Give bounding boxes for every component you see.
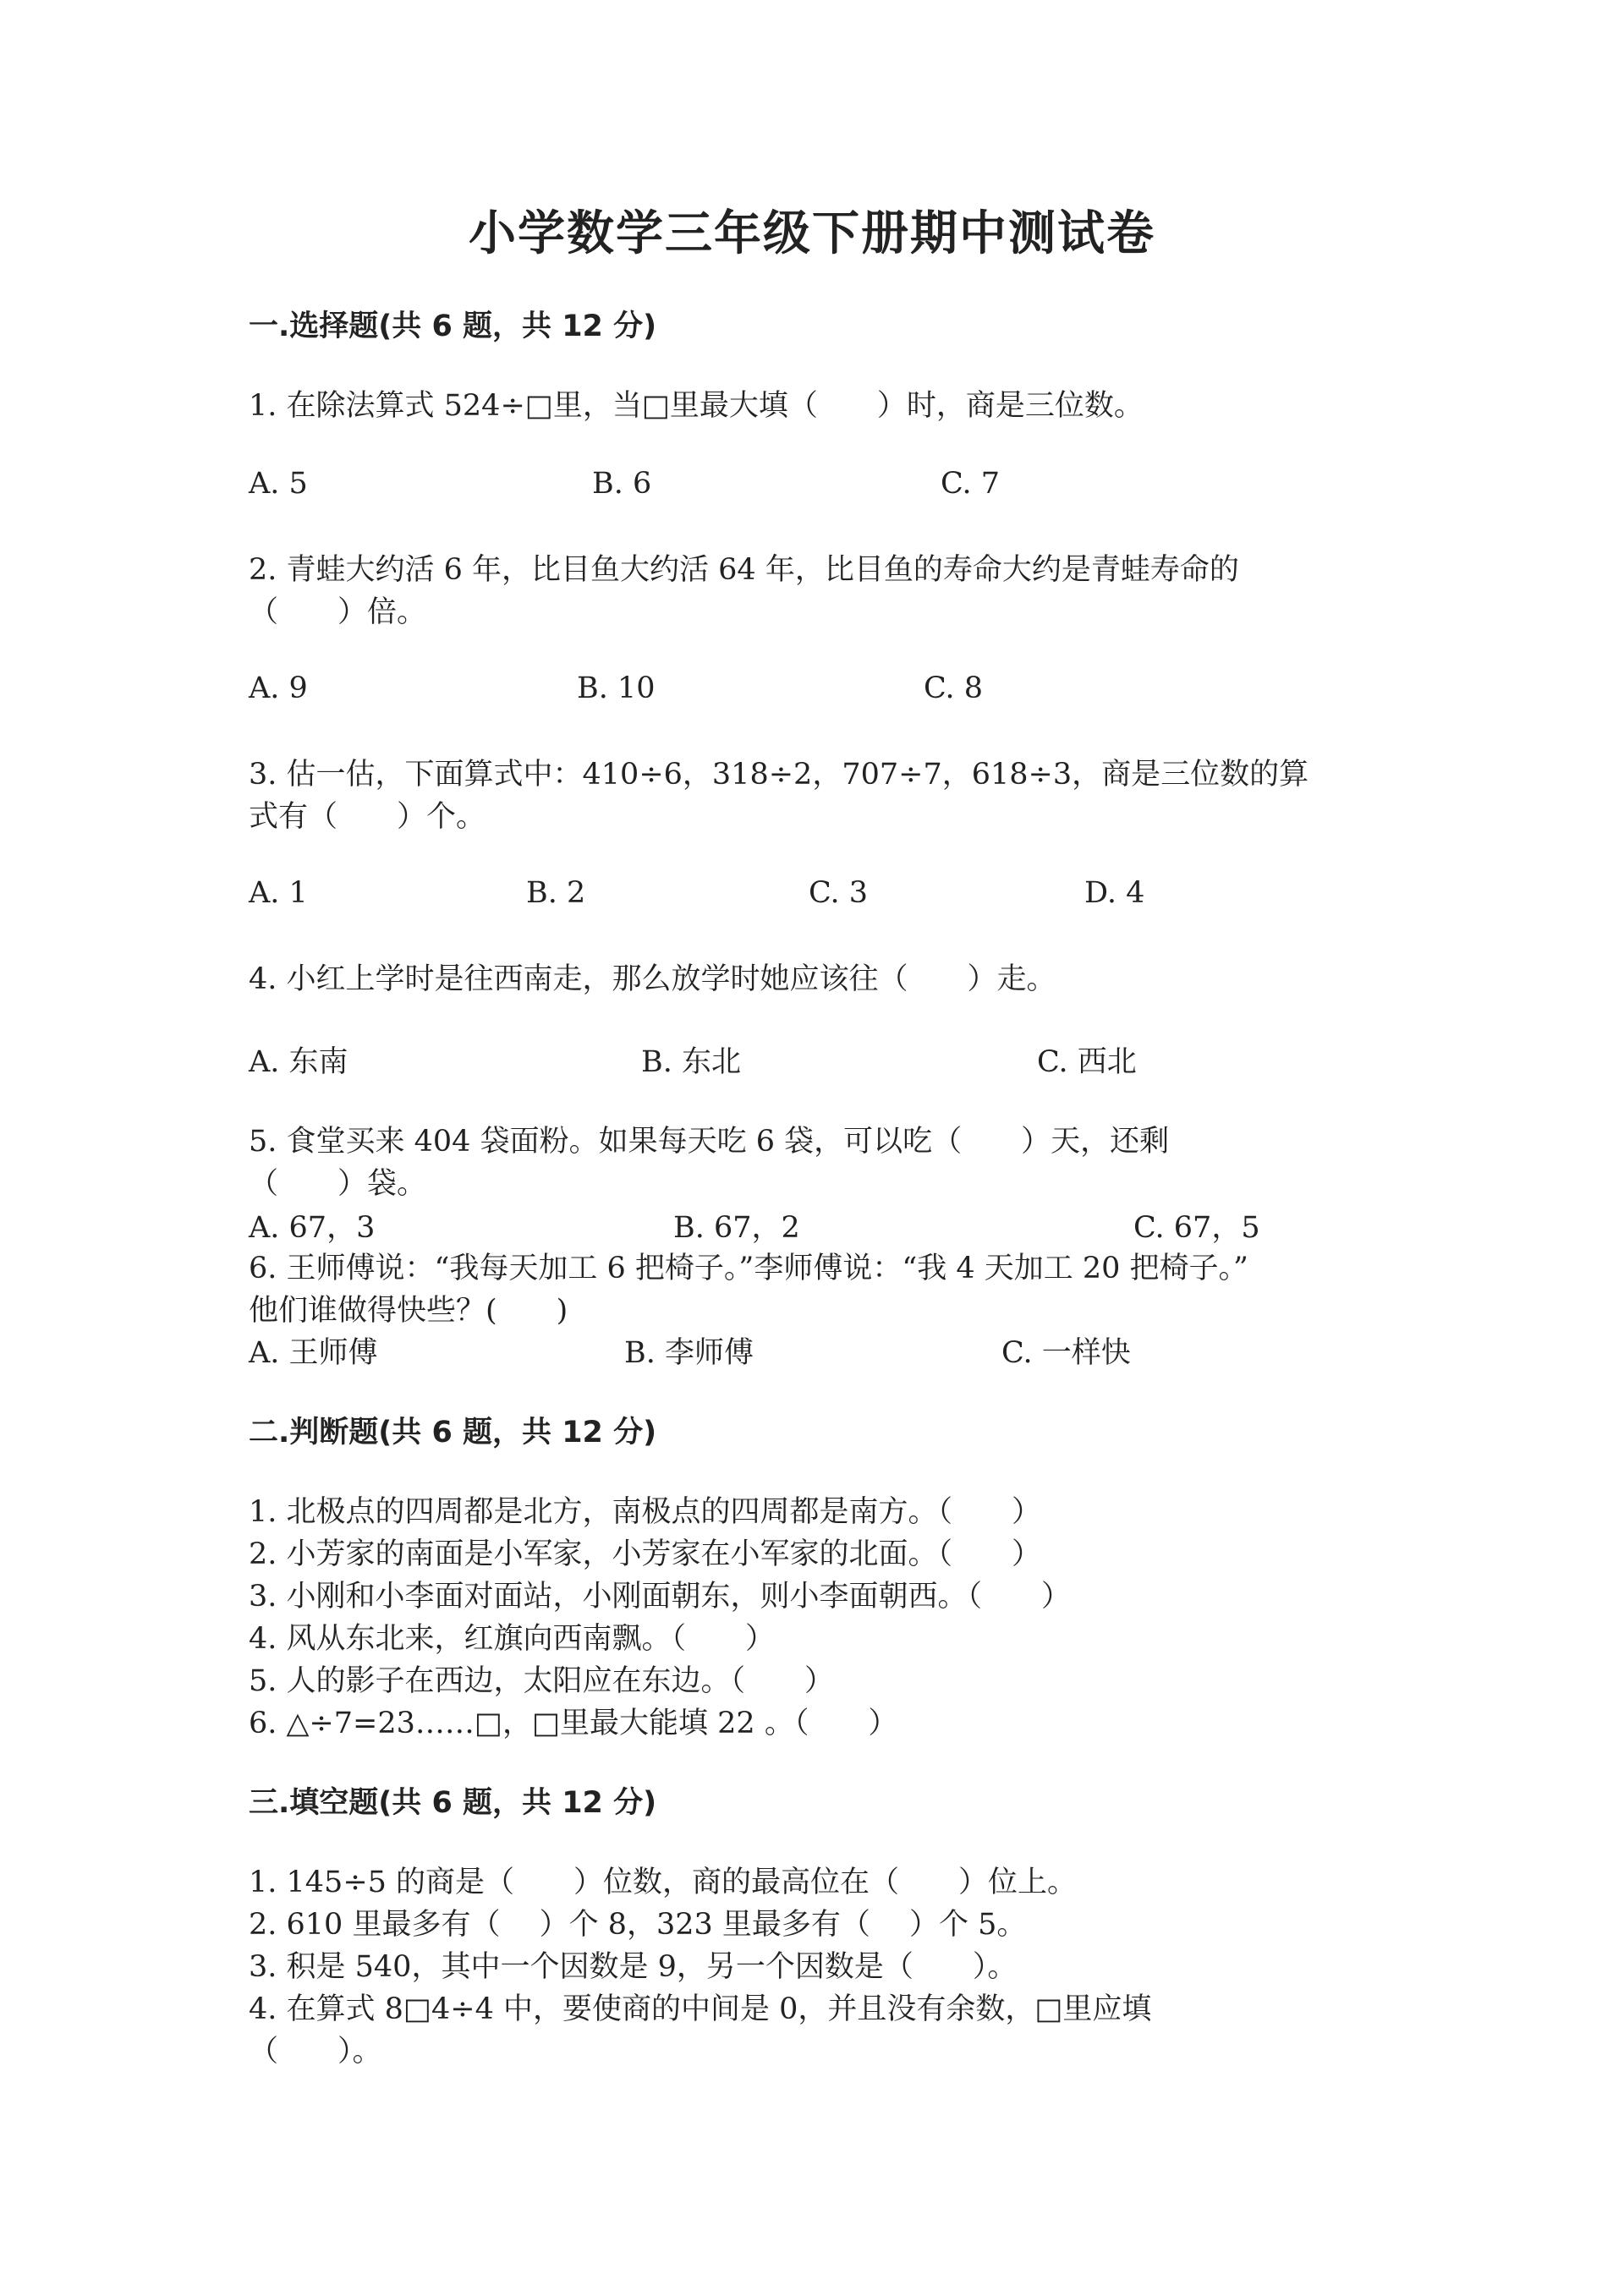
judgement-item-2: 2. 小芳家的南面是小军家，小芳家在小军家的北面。（ ） bbox=[249, 1537, 1042, 1571]
question-5-option-a: A. 67，3 bbox=[249, 1211, 376, 1245]
section-header-judgement: 二.判断题(共 6 题，共 12 分) bbox=[249, 1416, 657, 1449]
question-2-text-line2: （ ）倍。 bbox=[249, 595, 427, 629]
question-1-option-a: A. 5 bbox=[249, 467, 308, 501]
question-3-option-d: D. 4 bbox=[1084, 876, 1145, 910]
judgement-item-5: 5. 人的影子在西边，太阳应在东边。（ ） bbox=[249, 1664, 835, 1698]
question-5-text-line2: （ ）袋。 bbox=[249, 1167, 427, 1201]
fill-blank-item-4-line2: （ ）。 bbox=[249, 2035, 382, 2069]
question-3-option-c: C. 3 bbox=[809, 876, 869, 910]
judgement-item-1: 1. 北极点的四周都是北方，南极点的四周都是南方。（ ） bbox=[249, 1495, 1042, 1529]
question-3-text-line2: 式有（ ）个。 bbox=[249, 800, 486, 834]
question-1-option-c: C. 7 bbox=[941, 467, 1001, 501]
question-2-text-line1: 2. 青蛙大约活 6 年，比目鱼大约活 64 年，比目鱼的寿命大约是青蛙寿命的 bbox=[249, 553, 1239, 587]
question-4-option-a: A. 东南 bbox=[249, 1045, 348, 1079]
question-1-option-b: B. 6 bbox=[592, 467, 652, 501]
question-5-option-c: C. 67，5 bbox=[1133, 1211, 1260, 1245]
question-5-text-line1: 5. 食堂买来 404 袋面粉。如果每天吃 6 袋，可以吃（ ）天，还剩 bbox=[249, 1125, 1170, 1159]
question-6-text-line1: 6. 王师傅说：“我每天加工 6 把椅子。”李师傅说：“我 4 天加工 20 把椅子。” bbox=[249, 1252, 1248, 1285]
question-3-option-b: B. 2 bbox=[526, 876, 586, 910]
question-4-option-b: B. 东北 bbox=[641, 1045, 741, 1079]
question-4-text: 4. 小红上学时是往西南走，那么放学时她应该往（ ）走。 bbox=[249, 962, 1056, 996]
question-3-text-line1: 3. 估一估，下面算式中：410÷6，318÷2，707÷7，618÷3，商是三位数的算 bbox=[249, 758, 1309, 792]
fill-blank-item-3: 3. 积是 540，其中一个因数是 9，另一个因数是（ ）。 bbox=[249, 1950, 1018, 1984]
judgement-item-3: 3. 小刚和小李面对面站，小刚面朝东，则小李面朝西。（ ） bbox=[249, 1580, 1072, 1614]
question-4-option-c: C. 西北 bbox=[1037, 1045, 1137, 1079]
question-6-text-line2: 他们谁做得快些？( ) bbox=[249, 1294, 568, 1328]
fill-blank-item-4-line1: 4. 在算式 8□4÷4 中，要使商的中间是 0，并且没有余数，□里应填 bbox=[249, 1992, 1152, 2026]
question-6-option-c: C. 一样快 bbox=[1001, 1336, 1131, 1370]
question-6-option-a: A. 王师傅 bbox=[249, 1336, 378, 1370]
judgement-item-6: 6. △÷7=23……□，□里最大能填 22 。（ ） bbox=[249, 1707, 898, 1740]
page-title: 小学数学三年级下册期中测试卷 bbox=[469, 206, 1155, 261]
question-2-option-b: B. 10 bbox=[577, 671, 656, 705]
fill-blank-item-1: 1. 145÷5 的商是（ ）位数，商的最高位在（ ）位上。 bbox=[249, 1866, 1078, 1899]
judgement-item-4: 4. 风从东北来，红旗向西南飘。（ ） bbox=[249, 1622, 776, 1656]
question-2-option-c: C. 8 bbox=[924, 671, 984, 705]
section-header-fill-blank: 三.填空题(共 6 题，共 12 分) bbox=[249, 1786, 657, 1820]
question-3-option-a: A. 1 bbox=[249, 876, 308, 910]
question-6-option-b: B. 李师傅 bbox=[624, 1336, 754, 1370]
question-2-option-a: A. 9 bbox=[249, 671, 308, 705]
fill-blank-item-2: 2. 610 里最多有（ ）个 8，323 里最多有（ ）个 5。 bbox=[249, 1908, 1027, 1942]
section-header-choice: 一.选择题(共 6 题，共 12 分) bbox=[249, 310, 657, 343]
question-1-text: 1. 在除法算式 524÷□里，当□里最大填（ ）时，商是三位数。 bbox=[249, 389, 1144, 423]
question-5-option-b: B. 67，2 bbox=[673, 1211, 800, 1245]
